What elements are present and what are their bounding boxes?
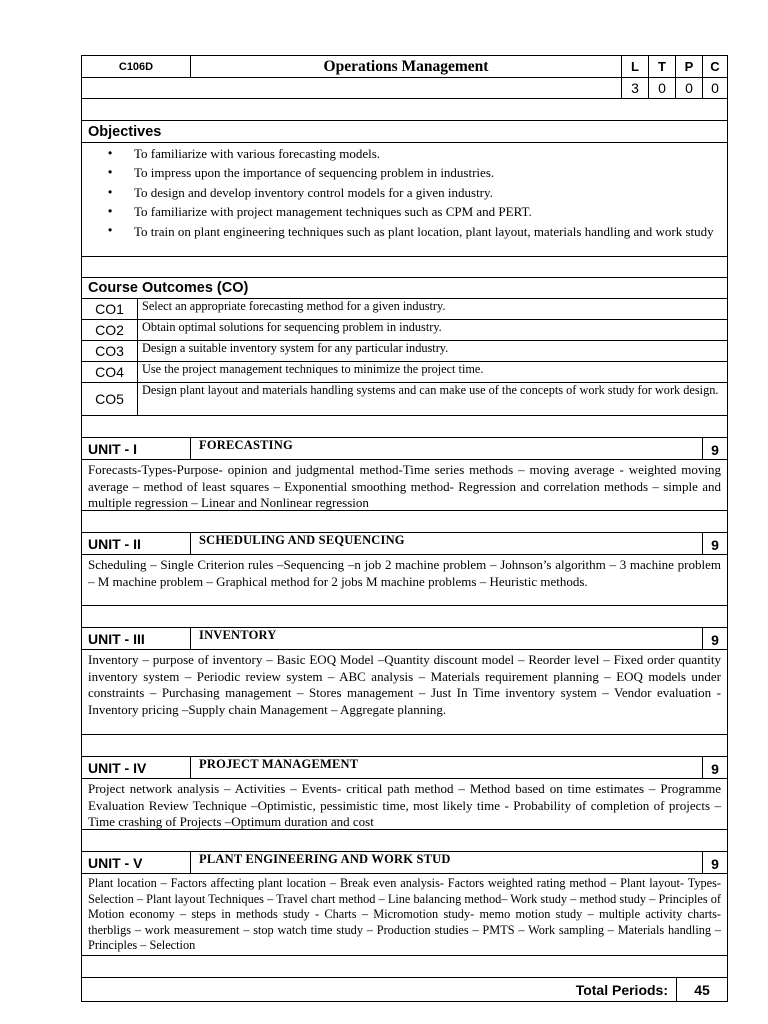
ltpc-value-l: 3: [621, 78, 648, 98]
total-label: Total Periods:: [575, 981, 668, 998]
unit-header-row: [81, 533, 728, 555]
spacer-row: [81, 416, 728, 438]
unit-content: Forecasts-Types-Purpose- opinion and judgmental method-Time series methods – moving average - weighted moving average – method of least squares – Exponential smoothing method- Regression and correlation methods – simple and multiple regression – Linear and Nonlinear regression: [88, 462, 721, 510]
outcome-text: Obtain optimal solutions for sequencing problem in industry.: [137, 320, 727, 340]
unit-title: INVENTORY: [190, 628, 702, 649]
unit-hours: 9: [702, 757, 727, 778]
ltpc-label-t: T: [648, 56, 675, 77]
outcome-row: [81, 320, 728, 341]
unit-content: Inventory – purpose of inventory – Basic EOQ Model –Quantity discount model – Reorder level – Fixed order quantity inventory system – Periodic review system – ABC analysis – Materials requirement planning – EOQ models under constraints – Purchasing management – Stores management – Just In Time inventory system – Vendor evaluation - Inventory pricing –Supply chain Management – Aggregate planning.: [88, 652, 721, 717]
unit-content: Project network analysis – Activities – Events- critical path method – Method based on time estimates – Programme Evaluation Review Technique –Optimistic, pessimistic time, most likely time - Probability of completion of projects – Time crashing of Projects –Optimum duration and cost: [88, 781, 721, 829]
unit-label: UNIT - V: [88, 854, 143, 871]
outcome-row: [81, 362, 728, 383]
spacer-row: [81, 606, 728, 628]
unit-header-row: [81, 628, 728, 650]
course-header-row: [81, 55, 728, 78]
unit-header-row: [81, 852, 728, 874]
unit-title: FORECASTING: [190, 438, 702, 459]
outcome-text: Select an appropriate forecasting method for a given industry.: [137, 299, 727, 319]
course-code: C106D: [118, 60, 154, 73]
unit-title: PROJECT MANAGEMENT: [190, 757, 702, 778]
unit-content-row: [81, 460, 728, 511]
objectives-heading: Objectives: [88, 123, 162, 140]
syllabus-table: [81, 55, 728, 1002]
unit-content-row: [81, 874, 728, 956]
ltpc-value-p: 0: [675, 78, 702, 98]
outcomes-heading-row: [81, 278, 728, 299]
total-row: [81, 978, 728, 1002]
unit-header-row: [81, 438, 728, 460]
ltpc-label-p: P: [675, 56, 702, 77]
ltpc-label-c: C: [702, 56, 727, 77]
ltpc-values-row: [81, 78, 728, 99]
unit-label: UNIT - I: [88, 440, 137, 457]
outcome-row: [81, 299, 728, 320]
ltpc-value-t: 0: [648, 78, 675, 98]
objectives-heading-row: [81, 121, 728, 143]
outcome-label: CO5: [95, 391, 124, 407]
unit-label: UNIT - IV: [88, 759, 147, 776]
outcome-label: CO1: [95, 301, 124, 317]
objectives-list: [82, 143, 727, 240]
outcome-row: [81, 341, 728, 362]
unit-hours: 9: [702, 533, 727, 554]
unit-hours: 9: [702, 628, 727, 649]
objective-item: • To design and develop inventory control models for a given industry.: [134, 183, 721, 202]
spacer-row: [81, 735, 728, 757]
unit-label: UNIT - III: [88, 630, 145, 647]
outcome-row: [81, 383, 728, 416]
unit-content: Scheduling – Single Criterion rules –Sequencing –n job 2 machine problem – Johnson’s algorithm – 3 machine problem – M machine problem – Graphical method for 2 jobs M machine problems – Heuristic methods.: [88, 557, 721, 589]
outcome-text: Use the project management techniques to minimize the project time.: [137, 362, 727, 382]
outcome-label: CO3: [95, 343, 124, 359]
spacer-row: [81, 511, 728, 533]
ltpc-value-c: 0: [702, 78, 727, 98]
total-value: 45: [676, 978, 727, 1001]
spacer-row: [81, 830, 728, 852]
unit-title: PLANT ENGINEERING AND WORK STUD: [190, 852, 702, 873]
objective-item: • To familiarize with various forecasting models.: [134, 144, 721, 163]
objective-item: • To impress upon the importance of sequencing problem in industries.: [134, 163, 721, 182]
unit-label: UNIT - II: [88, 535, 141, 552]
unit-content: Plant location – Factors affecting plant location – Break even analysis- Factors weighted rating method – Plant layout- Types- Selection – Plant layout Techniques – Travel chart method – Line balancing method– Work study – method study – Principles of Motion economy – steps in methods study - Charts – Micromotion study- memo motion study – multiple activity charts- therbligs – work measurement – stop watch time study – Production studies – PMTS – Work sampling – Materials handling – Principles – Selection: [88, 876, 721, 952]
objectives-list-row: [81, 143, 728, 257]
spacer-row: [81, 956, 728, 978]
course-title: Operations Management: [190, 56, 621, 77]
unit-content-row: [81, 555, 728, 606]
unit-content-row: [81, 650, 728, 735]
objective-item: • To familiarize with project management techniques such as CPM and PERT.: [134, 202, 721, 221]
unit-content-row: [81, 779, 728, 830]
outcome-label: CO4: [95, 364, 124, 380]
outcome-text: Design plant layout and materials handling systems and can make use of the concepts of work study for work design.: [137, 383, 727, 415]
outcomes-heading: Course Outcomes (CO): [88, 280, 249, 296]
outcome-text: Design a suitable inventory system for any particular industry.: [137, 341, 727, 361]
spacer-row: [81, 257, 728, 278]
unit-hours: 9: [702, 438, 727, 459]
spacer-row: [81, 99, 728, 121]
objective-item: • To train on plant engineering techniques such as plant location, plant layout, materials handling and work study: [134, 222, 721, 240]
outcome-label: CO2: [95, 322, 124, 338]
unit-title: SCHEDULING AND SEQUENCING: [190, 533, 702, 554]
unit-hours: 9: [702, 852, 727, 873]
unit-header-row: [81, 757, 728, 779]
ltpc-label-l: L: [621, 56, 648, 77]
